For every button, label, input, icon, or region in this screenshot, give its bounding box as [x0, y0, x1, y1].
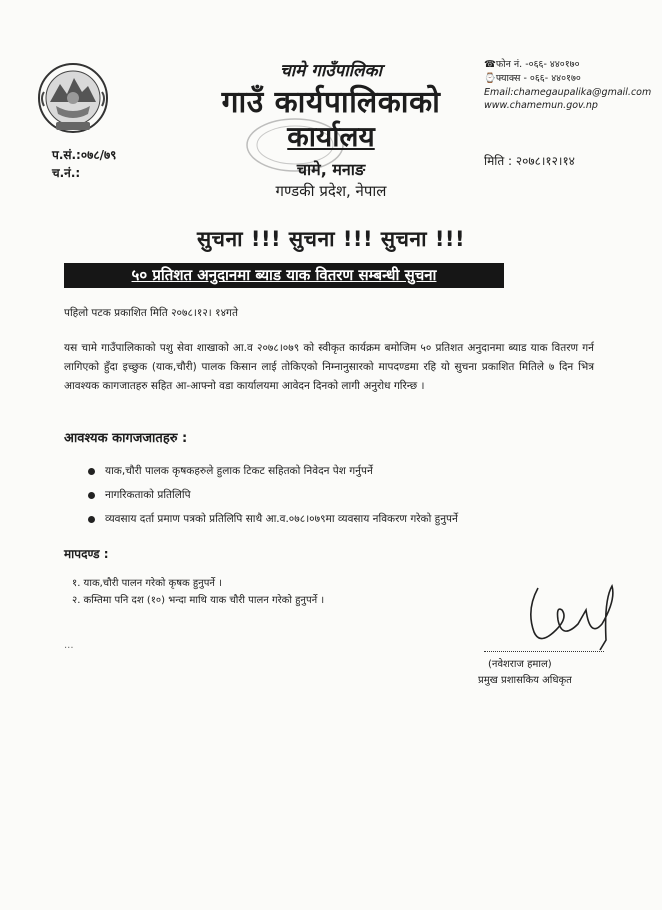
- signatory-title: प्रमुख प्रशासकिय अधिकृत: [478, 675, 572, 686]
- bullet-icon: [88, 468, 95, 475]
- letter-number: प.सं.:०७८/७९: [52, 148, 117, 162]
- municipality-name: चामे गाउँपालिका: [279, 61, 383, 81]
- criteria-heading: मापदण्ड :: [64, 547, 109, 561]
- contact-website: www.chamemun.gov.np: [484, 100, 598, 111]
- contact-fax: ⌚फ्याक्स - ०६६- ४४०१७०: [484, 73, 581, 84]
- first-published-line: पहिलो पटक प्रकाशित मिति २०७८।१२। १४गते: [64, 307, 238, 319]
- ellipsis-mark: ...: [64, 640, 74, 651]
- bullet-icon: [88, 492, 95, 499]
- office-place: चामे, मनाङ: [296, 160, 366, 179]
- list-item: नागरिकताको प्रतिलिपि: [88, 488, 191, 502]
- bullet-icon: [88, 516, 95, 523]
- contact-email: Email:chamegaupalika@gmail.com: [484, 87, 652, 98]
- reference-block: [52, 146, 116, 182]
- list-item: व्यवसाय दर्ता प्रमाण पत्रको प्रतिलिपि साथै आ.व.०७८।०७९मा व्यवसाय नविकरण गरेको हुनुपर्ने: [88, 512, 458, 526]
- letter-date: मिति : २०७८।१२।१४: [484, 154, 575, 168]
- office-title-line1: गाउँ कार्यपालिकाको: [221, 85, 441, 120]
- signatory-name: (नवेशराज हमाल): [488, 659, 552, 670]
- dispatch-number: च.नं.:: [52, 166, 81, 180]
- province-name: गण्डकी प्रदेश, नेपाल: [275, 182, 387, 200]
- criteria-item: १. याक,चौरी पालन गरेको कृषक हुनुपर्ने ।: [72, 578, 222, 589]
- notice-heading: सुचना !!! सुचना !!! सुचना !!!: [196, 227, 466, 251]
- subject-banner: ५० प्रतिशत अनुदानमा ब्याड याक वितरण सम्बन्धी सुचना: [64, 263, 504, 288]
- signature-icon: [516, 580, 626, 652]
- contact-phone: ☎फोन नं. -०६६- ४४०१७०: [484, 59, 580, 70]
- office-title-line2: कार्यालय: [287, 120, 375, 153]
- signature-line: [484, 651, 604, 652]
- body-paragraph: यस चामे गाउँपालिकाको पशु सेवा शाखाको आ.व २०७८।०७९ को स्वीकृत कार्यक्रम बमोजिम ५० प्रतिशत अनुदानमा ब्याड याक वितरण गर्न लागिएको हुँदा इच्छुक (याक,चौरी) पालक किसान लाई तोकिएको निम्नानुसारको मापदण्डमा रहि यो सुचना प्रकाशित मितिले ७ दिन भित्र आवश्यक कागजातहरु सहित आ-आफ्नो वडा कार्यालयमा आवेदन दिनको लागी अनुरोध गरिन्छ ।: [64, 342, 594, 392]
- criteria-item: २. कम्तिमा पनि दश (१०) भन्दा माथि याक चौरी पालन गरेको हुनुपर्ने ।: [72, 595, 325, 606]
- list-item: याक,चौरी पालक कृषकहरुले हुलाक टिकट सहितको निवेदन पेश गर्नुपर्ने: [88, 464, 373, 478]
- required-docs-heading: आवश्यक कागजजातहरु :: [64, 431, 188, 446]
